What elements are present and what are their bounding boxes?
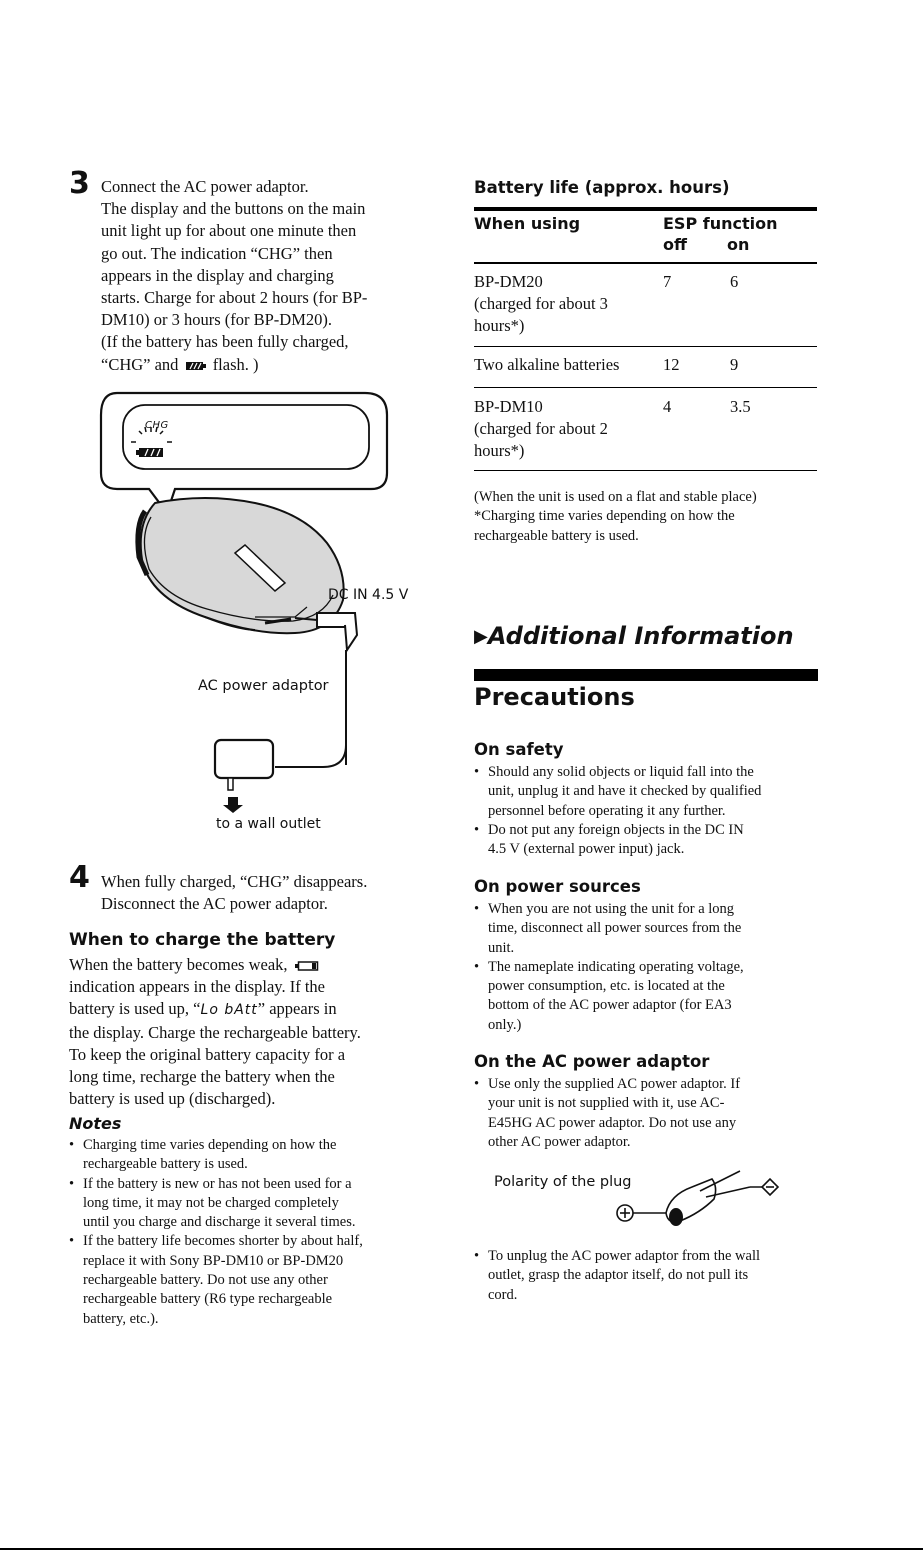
- table-header-rule: [474, 262, 817, 264]
- step-3-line: go out. The indication “CHG” then: [101, 243, 333, 263]
- when-to-charge-line: indication appears in the display. If the: [69, 977, 325, 997]
- ac-adaptor-item: • Use only the supplied AC power adaptor. If your unit is not supplied with it, use AC- E45HG AC power adaptor. Do not use any other AC power adaptor.: [474, 1075, 824, 1152]
- note-item: • If the battery life becomes shorter by about half, replace it with Sony BP-DM10 or BP-DM20 rechargeable battery. Do not use any other rechargeable battery (R6 type rechargeable battery, etc.).: [69, 1232, 429, 1328]
- unplug-list: [474, 1247, 824, 1305]
- table-row-bp-dm10: BP-DM10 (charged for about 2 hours*) 4 3.5: [474, 397, 751, 461]
- precautions-title: Precautions: [474, 683, 635, 711]
- safety-item: • Should any solid objects or liquid fall into the unit, unplug it and have it checked by qualified personnel before operating it any further.: [474, 763, 824, 821]
- arrow-down-icon: [223, 797, 243, 813]
- table-row-alkaline: Two alkaline batteries 12 9: [474, 354, 817, 376]
- power-source-item: • The nameplate indicating operating voltage, power consumption, etc. is located at the bottom of the AC power adaptor (for EA3 only.): [474, 958, 824, 1035]
- when-to-charge-heading: When to charge the battery: [69, 930, 336, 950]
- battery-full-icon: [186, 361, 206, 371]
- lcd-display-frame: [123, 405, 369, 469]
- note-item: • Charging time varies depending on how the rechargeable battery is used.: [69, 1136, 429, 1175]
- value-on: 9: [730, 355, 739, 374]
- notes-heading: Notes: [69, 1114, 122, 1133]
- when-to-charge-line: battery is used up (discharged).: [69, 1089, 276, 1109]
- step-4-line: Disconnect the AC power adaptor.: [101, 894, 328, 914]
- power-source-item: • When you are not using the unit for a long time, disconnect all power sources from the unit.: [474, 900, 824, 958]
- value-off: 7: [663, 272, 672, 291]
- step-4-line: When fully charged, “CHG” disappears.: [101, 872, 368, 891]
- when-to-charge-line: long time, recharge the battery when the: [69, 1067, 335, 1087]
- safety-item: • Do not put any foreign objects in the DC IN 4.5 V (external power input) jack.: [474, 821, 824, 860]
- unplug-item: • To unplug the AC power adaptor from the wall outlet, grasp the adaptor itself, do not pull its cord.: [474, 1247, 824, 1305]
- step-3-line: (If the battery has been fully charged,: [101, 332, 349, 352]
- step-3-line: appears in the display and charging: [101, 265, 334, 285]
- when-to-charge-line: the display. Charge the rechargeable battery.: [69, 1022, 361, 1042]
- dc-in-label: DC IN 4.5 V: [328, 587, 409, 603]
- value-off: 12: [663, 355, 680, 374]
- when-to-charge-text: [69, 954, 429, 1110]
- on-safety-list: [474, 763, 824, 859]
- step-4-text: [101, 871, 421, 915]
- on-ac-adaptor-heading: On the AC power adaptor: [474, 1052, 710, 1071]
- lcd-battery-icon: [136, 448, 163, 457]
- polarity-label: Polarity of the plug: [494, 1174, 632, 1190]
- when-to-charge-line: When the battery becomes weak,: [69, 954, 429, 976]
- on-power-sources-heading: On power sources: [474, 877, 641, 896]
- step-number-3: 3: [69, 166, 90, 201]
- table-top-rule: [474, 207, 817, 211]
- col-esp-function: ESP function: [663, 214, 778, 233]
- note-item: • If the battery is new or has not been used for a long time, it may not be charged completely until you charge and discharge it several times.: [69, 1175, 429, 1233]
- lcd-chg-text: CHG: [145, 420, 169, 431]
- battery-weak-icon: [295, 961, 319, 971]
- charging-illustration: [95, 385, 425, 845]
- table-row-rule: [474, 346, 817, 347]
- section-bar: [474, 669, 818, 681]
- col-on: on: [727, 235, 750, 254]
- step-number-4: 4: [69, 860, 90, 895]
- adaptor-label: AC power adaptor: [198, 678, 329, 694]
- table-bottom-rule: [474, 470, 817, 471]
- col-off: off: [663, 235, 687, 254]
- col-when-using: When using: [474, 214, 581, 233]
- step-3-line: DM10) or 3 hours (for BP-DM20).: [101, 310, 332, 330]
- notes-list: [69, 1136, 429, 1329]
- ac-adaptor: [215, 740, 273, 778]
- lcd-lo-batt-text: Lo bAtt: [200, 1002, 258, 1019]
- step-3-line: starts. Charge for about 2 hours (for BP-: [101, 288, 368, 308]
- step-3-text: [101, 176, 421, 376]
- power-sources-list: [474, 900, 824, 1035]
- value-off: 4: [663, 397, 672, 416]
- when-to-charge-line: battery is used up, “Lo bAtt” appears in: [69, 999, 337, 1019]
- table-row-bp-dm20: BP-DM20 (charged for about 3 hours*) 7 6: [474, 272, 739, 336]
- step-3-line: Connect the AC power adaptor.: [101, 177, 309, 196]
- triangle-marker-icon: ▶: [474, 626, 488, 647]
- plug-polarity-icon: [600, 1165, 800, 1230]
- battery-life-title: Battery life (approx. hours): [474, 178, 730, 197]
- table-footnotes: (When the unit is used on a flat and stable place) *Charging time varies depending on how the rechargeable battery is used.: [474, 489, 757, 544]
- ac-adaptor-list: [474, 1075, 824, 1152]
- outlet-label: to a wall outlet: [216, 816, 321, 832]
- on-safety-heading: On safety: [474, 740, 564, 759]
- cd-player-body: [141, 498, 344, 633]
- value-on: 6: [730, 272, 739, 291]
- step-3-line-last: “CHG” and flash. ): [101, 354, 259, 374]
- value-on: 3.5: [730, 397, 751, 416]
- step-3-line: unit light up for about one minute then: [101, 221, 357, 241]
- when-to-charge-line: To keep the original battery capacity for a: [69, 1044, 346, 1064]
- additional-information-heading: ▶Additional Information: [474, 622, 794, 650]
- step-3-line: The display and the buttons on the main: [101, 199, 366, 219]
- table-row-rule: [474, 387, 817, 388]
